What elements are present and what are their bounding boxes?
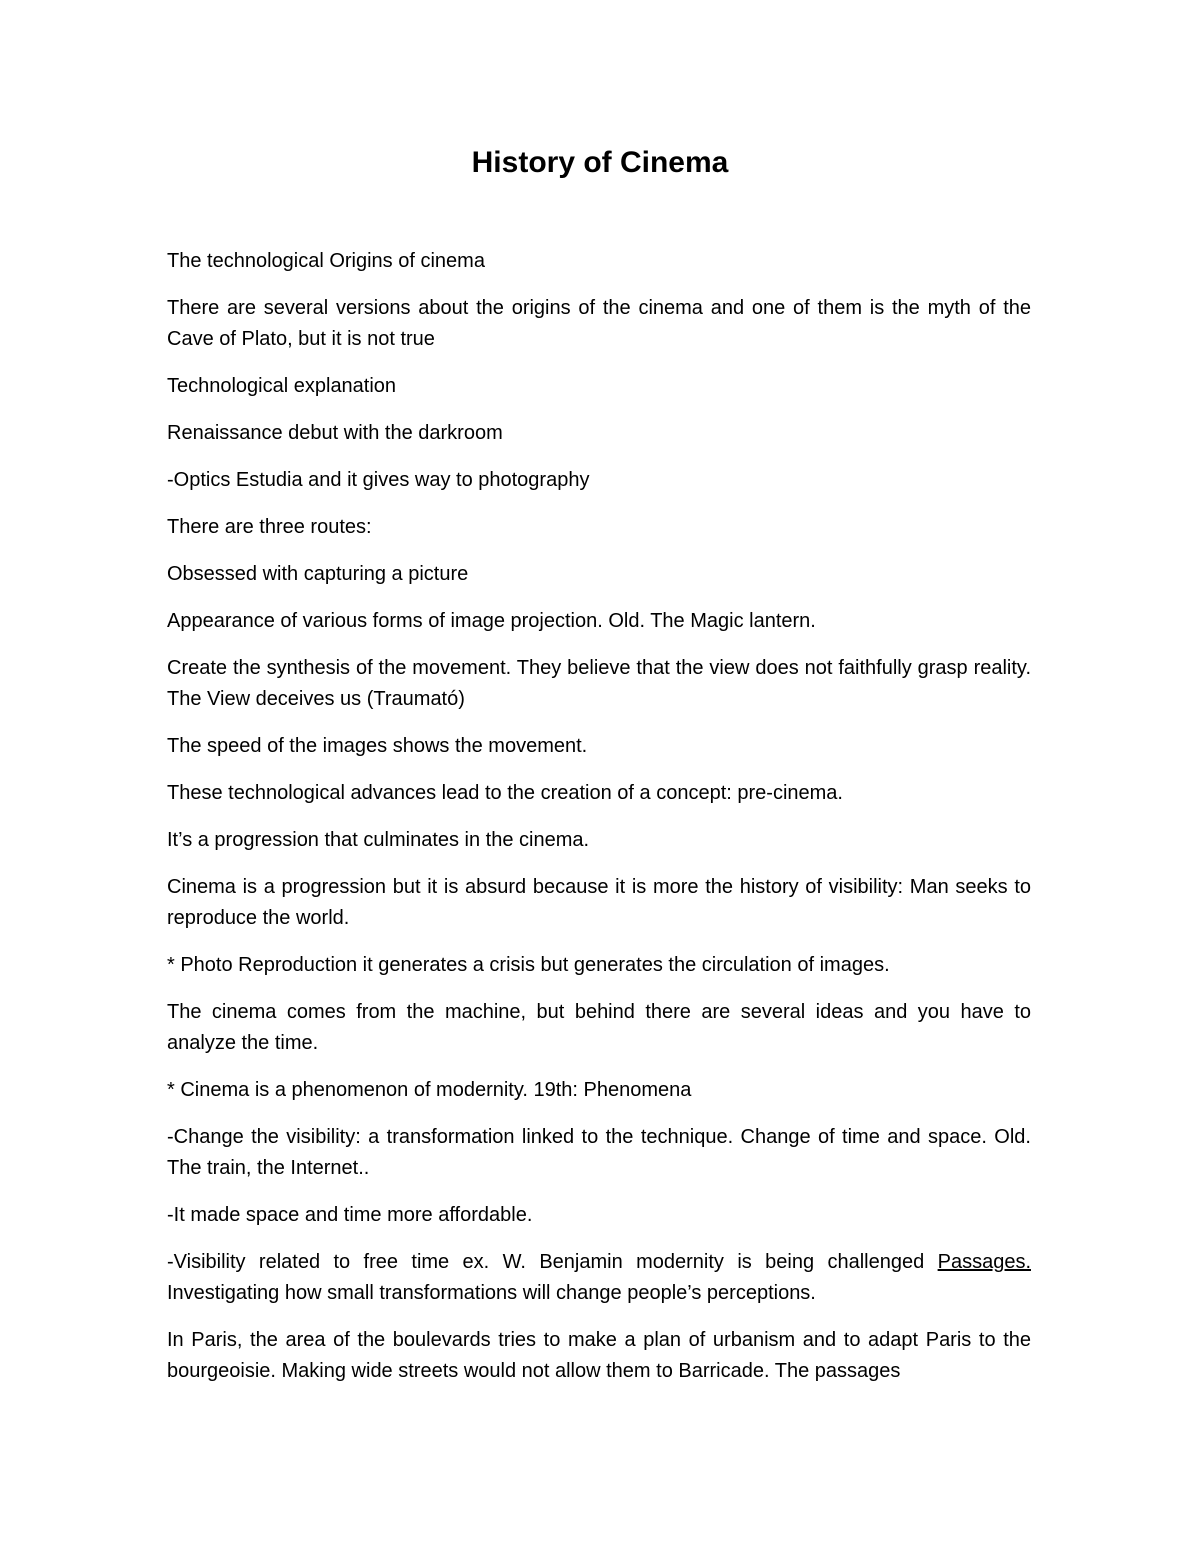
paragraph-visibility-history: Cinema is a progression but it is absurd because it is more the history of visibility: Man seeks to reproduce the world. bbox=[167, 876, 1031, 929]
paragraph-paris: In Paris, the area of the boulevards tries to make a plan of urbanism and to adapt Paris to the bourgeoisie. Making wide streets would not allow them to Barricade. The passages bbox=[167, 1329, 1031, 1382]
page-title: History of Cinema bbox=[471, 146, 729, 179]
paragraph-speed-images: The speed of the images shows the movement. bbox=[167, 735, 588, 757]
paragraph-optics: -Optics Estudia and it gives way to photography bbox=[167, 469, 590, 491]
paragraph-affordable: -It made space and time more affordable. bbox=[167, 1204, 533, 1226]
paragraph-capturing-picture: Obsessed with capturing a picture bbox=[167, 563, 469, 585]
paragraph-magic-lantern: Appearance of various forms of image projection. Old. The Magic lantern. bbox=[167, 610, 816, 632]
paragraph-photo-reproduction: * Photo Reproduction it generates a crisis but generates the circulation of images. bbox=[167, 954, 890, 976]
paragraph-cave-of-plato: There are several versions about the origins of the cinema and one of them is the myth of the Cave of Plato, but it is not true bbox=[167, 297, 1031, 350]
paragraph-change-visibility: -Change the visibility: a transformation linked to the technique. Change of time and space. Old. The train, the Internet.. bbox=[167, 1126, 1031, 1179]
paragraph-synthesis-movement: Create the synthesis of the movement. They believe that the view does not faithfully grasp reality. The View deceives us (Traumató) bbox=[167, 657, 1031, 710]
paragraph-origins-heading: The technological Origins of cinema bbox=[167, 250, 485, 272]
paragraph-technological-explanation: Technological explanation bbox=[167, 375, 397, 397]
document-body bbox=[167, 246, 1031, 1403]
paragraph-benjamin bbox=[167, 1247, 1031, 1309]
paragraph-renaissance: Renaissance debut with the darkroom bbox=[167, 422, 503, 444]
benjamin-text-after: Investigating how small transformations will change people’s perceptions. bbox=[167, 1282, 816, 1304]
paragraph-three-routes: There are three routes: bbox=[167, 516, 372, 538]
paragraph-machine: The cinema comes from the machine, but behind there are several ideas and you have to analyze the time. bbox=[167, 1001, 1031, 1054]
benjamin-text-before: -Visibility related to free time ex. W. Benjamin modernity is being challenged bbox=[167, 1251, 938, 1273]
paragraph-modernity: * Cinema is a phenomenon of modernity. 19th: Phenomena bbox=[167, 1079, 692, 1101]
passages-underlined: Passages. bbox=[937, 1251, 1031, 1273]
paragraph-pre-cinema: These technological advances lead to the creation of a concept: pre-cinema. bbox=[167, 782, 843, 804]
paragraph-progression: It’s a progression that culminates in the cinema. bbox=[167, 829, 590, 851]
